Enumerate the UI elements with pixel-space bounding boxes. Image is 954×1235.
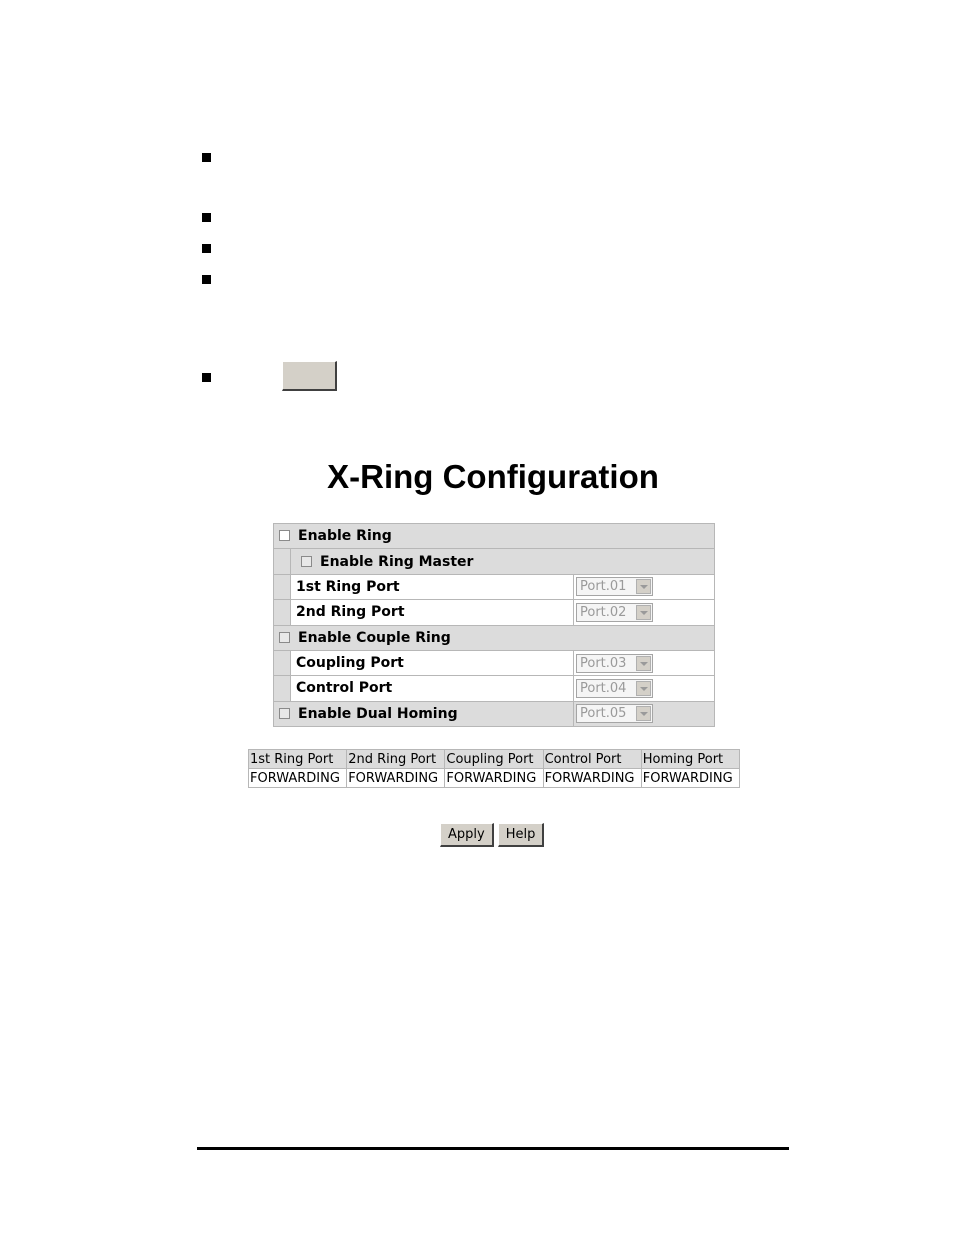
enable-couple-ring-row: [274, 625, 715, 650]
enable-dual-homing-checkbox[interactable]: [279, 708, 290, 719]
enable-couple-ring-checkbox[interactable]: [279, 632, 290, 643]
page-title: X-Ring Configuration: [327, 458, 659, 495]
status-cell: FORWARDING: [445, 769, 543, 788]
column-header: 1st Ring Port: [249, 750, 347, 769]
chevron-down-icon: [636, 579, 651, 594]
column-header: Control Port: [543, 750, 641, 769]
chevron-down-icon: [636, 656, 651, 671]
action-buttons: [440, 823, 544, 847]
column-header: 2nd Ring Port: [347, 750, 445, 769]
control-port-label: Control Port: [291, 676, 574, 701]
enable-ring-row: [274, 524, 715, 549]
enable-ring-label: Enable Ring: [298, 528, 392, 545]
status-cell: FORWARDING: [543, 769, 641, 788]
port-status-table: [248, 749, 740, 788]
status-cell: FORWARDING: [641, 769, 739, 788]
homing-port-select[interactable]: Port.05: [576, 704, 653, 723]
chevron-down-icon: [636, 605, 651, 620]
help-button[interactable]: Help: [498, 823, 545, 847]
inline-button-image: [282, 361, 337, 391]
control-port-select[interactable]: Port.04: [576, 679, 653, 698]
second-ring-port-select[interactable]: Port.02: [576, 603, 653, 622]
coupling-port-select[interactable]: Port.03: [576, 654, 653, 673]
bullet-marker: [202, 373, 211, 382]
bullet-marker: [202, 213, 211, 222]
enable-ring-master-checkbox[interactable]: [301, 556, 312, 567]
first-ring-port-select[interactable]: Port.01: [576, 577, 653, 596]
table-row: [249, 769, 740, 788]
enable-ring-checkbox[interactable]: [279, 530, 290, 541]
footer-rule: [197, 1147, 789, 1150]
enable-dual-homing-label: Enable Dual Homing: [298, 705, 458, 722]
second-ring-port-label: 2nd Ring Port: [291, 600, 574, 625]
bullet-marker: [202, 275, 211, 284]
status-header-row: [249, 750, 740, 769]
status-cell: FORWARDING: [347, 769, 445, 788]
apply-button[interactable]: Apply: [440, 823, 494, 847]
enable-ring-master-row: [291, 549, 715, 574]
bullet-marker: [202, 153, 211, 162]
chevron-down-icon: [636, 681, 651, 696]
bullet-marker: [202, 244, 211, 253]
chevron-down-icon: [636, 706, 651, 721]
status-cell: FORWARDING: [249, 769, 347, 788]
enable-ring-master-label: Enable Ring Master: [320, 553, 474, 570]
enable-dual-homing-row: [274, 701, 574, 726]
column-header: Coupling Port: [445, 750, 543, 769]
column-header: Homing Port: [641, 750, 739, 769]
coupling-port-label: Coupling Port: [291, 650, 574, 675]
enable-couple-ring-label: Enable Couple Ring: [298, 629, 451, 646]
x-ring-config-table: [273, 523, 715, 727]
first-ring-port-label: 1st Ring Port: [291, 574, 574, 599]
